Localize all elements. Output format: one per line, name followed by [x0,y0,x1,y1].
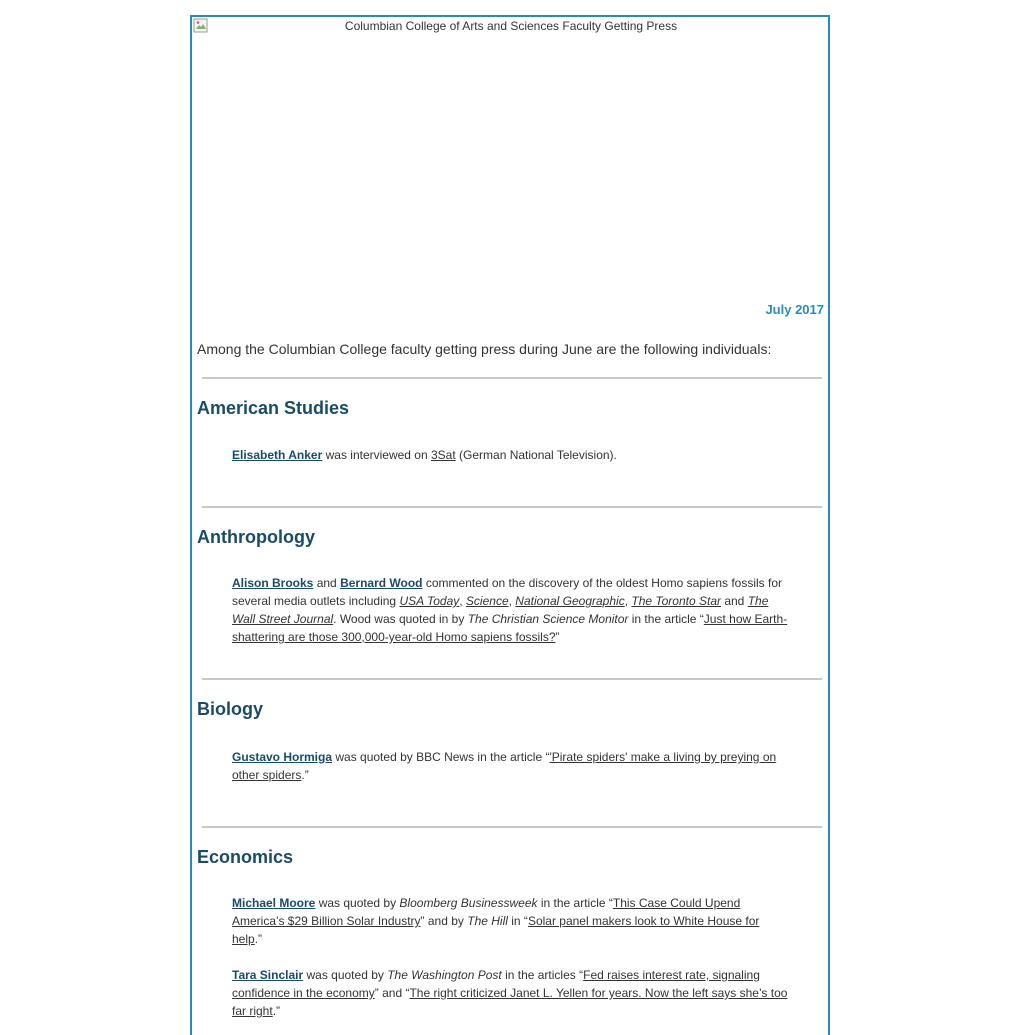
issue-date: July 2017 [765,302,824,317]
outlet-link-usa-today[interactable]: USA Today [399,594,460,608]
article-link-fed-raises-rate[interactable]: Fed raises interest rate, signaling confidence in the economy [232,968,760,1000]
economics-paragraph-2: Tara Sinclair was quoted by The Washington Post in the articles “Fed raises interest rate, signaling confidence in the economy” and “The right criticized Janet L. Yellen for years. Now the left says she’s too far right.” [232,968,788,1018]
person-link-tara-sinclair[interactable]: Tara Sinclair [232,968,304,982]
person-link-bernard-wood[interactable]: Bernard Wood [340,576,423,590]
article-link-pirate-spiders[interactable]: 'Pirate spiders' make a living by preying on other spiders [232,750,777,782]
divider [202,826,822,828]
person-link-gustavo-hormiga[interactable]: Gustavo Hormiga [232,750,333,764]
article-link-homo-sapiens-fossils[interactable]: Just how Earth-shattering are those 300,000-year-old Homo sapiens fossils? [232,612,788,644]
section-title-biology: Biology [197,699,263,719]
article-link-solar-panel-makers[interactable]: Solar panel makers look to White House for help [232,914,760,946]
outlet-link-toronto-star[interactable]: The Toronto Star [631,594,721,608]
person-link-elisabeth-anker[interactable]: Elisabeth Anker [232,448,323,462]
outlet-link-science[interactable]: Science [465,594,509,608]
biology-paragraph: Gustavo Hormiga was quoted by BBC News in the article “'Pirate spiders' make a living by preying on other spiders.” [232,750,777,782]
divider [202,678,822,680]
person-link-alison-brooks[interactable]: Alison Brooks [232,576,314,590]
intro-text: Among the Columbian College faculty getting press during June are the following individuals: [197,341,772,357]
header-banner [193,18,829,298]
article-link-solar-industry[interactable]: This Case Could Upend America’s $29 Billion Solar Industry [232,896,741,928]
american-studies-paragraph: Elisabeth Anker was interviewed on 3Sat (German National Television). [232,448,617,462]
divider [202,506,822,508]
economics-paragraph-1: Michael Moore was quoted by Bloomberg Businessweek in the article “This Case Could Upend America’s $29 Billion Solar Industry” and by The Hill in “Solar panel makers look to White House for help.” [232,896,760,946]
article-link-3sat[interactable]: 3Sat [431,448,456,462]
section-title-economics: Economics [197,847,294,867]
anthropology-paragraph: Alison Brooks and Bernard Wood commented on the discovery of the oldest Homo sapiens fossils for several media outlets including USA Today, Science, National Geographic, The Toronto Star and The Wall Street Journal. Wood was quoted in by The Christian Science Monitor in the article “Just how Earth-shattering are those 300,000-year-old Homo sapiens fossils?” [232,576,788,644]
divider [202,377,822,379]
outlet-link-wall-street-journal[interactable]: The Wall Street Journal [232,594,769,626]
banner-alt-text: Columbian College of Arts and Sciences Faculty Getting Press [344,19,678,33]
newsletter-frame [190,15,830,1035]
section-title-anthropology: Anthropology [197,527,315,547]
person-link-michael-moore[interactable]: Michael Moore [232,896,316,910]
outlet-link-national-geographic[interactable]: National Geographic [515,594,625,608]
section-title-american-studies: American Studies [197,398,350,418]
article-link-janet-yellen[interactable]: The right criticized Janet L. Yellen for years. Now the left says she’s too far right [232,986,788,1018]
